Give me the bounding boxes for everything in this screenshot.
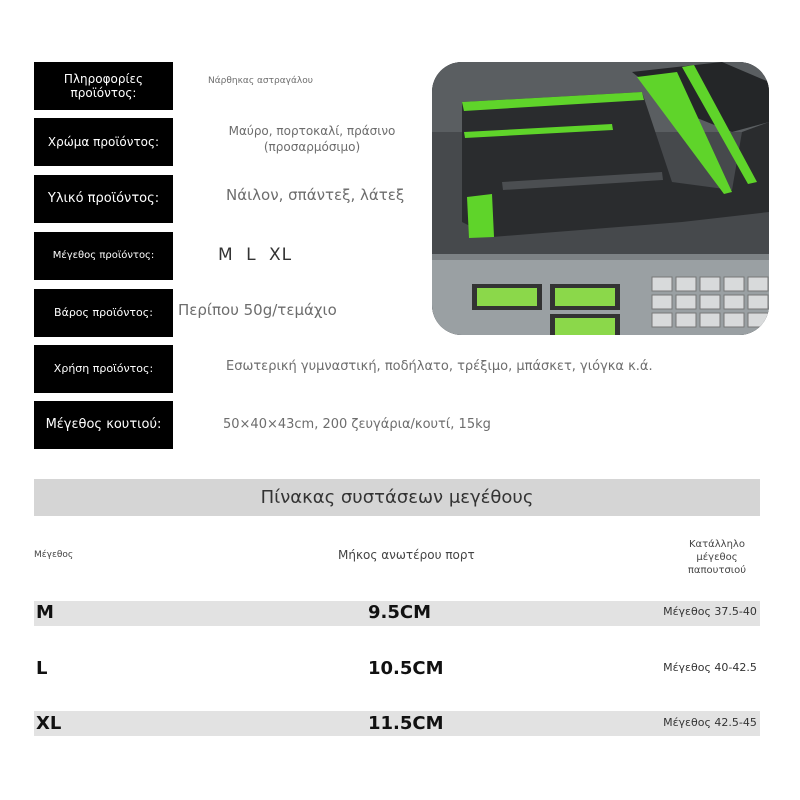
shoe-size-cell: Μέγεθος 37.5-40 (663, 605, 757, 618)
shoe-size-cell: Μέγεθος 40-42.5 (663, 661, 757, 674)
size-cell: M (36, 602, 54, 623)
size-cell: L (36, 658, 48, 679)
spec-label-product-info: Πληροφορίες προϊόντος: (34, 62, 173, 110)
length-cell: 9.5CM (368, 602, 432, 623)
spec-label-size: Μέγεθος προϊόντος: (34, 232, 173, 280)
spec-label-box-size: Μέγεθος κουτιού: (34, 401, 173, 449)
spec-label-color: Χρώμα προϊόντος: (34, 118, 173, 166)
size-cell: XL (36, 713, 62, 734)
spec-label-material: Υλικό προϊόντος: (34, 175, 173, 223)
ankle-brace-on-scale-image (432, 62, 769, 335)
spec-label-usage: Χρήση προϊόντος: (34, 345, 173, 393)
column-header-size: Μέγεθος (34, 550, 74, 560)
spec-value-box-size: 50×40×43cm, 200 ζευγάρια/κουτί, 15kg (223, 417, 491, 432)
spec-value-color: Μαύρο, πορτοκαλί, πράσινο (προσαρμόσιμο) (228, 124, 396, 154)
spec-value-product-info: Νάρθηκας αστραγάλου (208, 76, 313, 86)
length-cell: 11.5CM (368, 713, 444, 734)
spec-value-weight: Περίπου 50g/τεμάχιο (178, 301, 337, 319)
spec-value-usage: Εσωτερική γυμναστική, ποδήλατο, τρέξιμο, μπάσκετ, γιόγκα κ.ά. (226, 359, 653, 374)
spec-value-material: Νάιλον, σπάντεξ, λάτεξ (226, 186, 405, 204)
shoe-size-cell: Μέγεθος 42.5-45 (663, 716, 757, 729)
spec-value-size: M L XL (218, 245, 293, 265)
column-header-length: Μήκος ανωτέρου πορτ (338, 548, 475, 562)
length-cell: 10.5CM (368, 658, 444, 679)
size-chart-title: Πίνακας συστάσεων μεγέθους (34, 479, 760, 516)
column-header-shoe-size: Κατάλληλο μέγεθος παπουτσιού (687, 539, 747, 576)
product-photo (432, 62, 769, 335)
spec-label-weight: Βάρος προϊόντος: (34, 289, 173, 337)
